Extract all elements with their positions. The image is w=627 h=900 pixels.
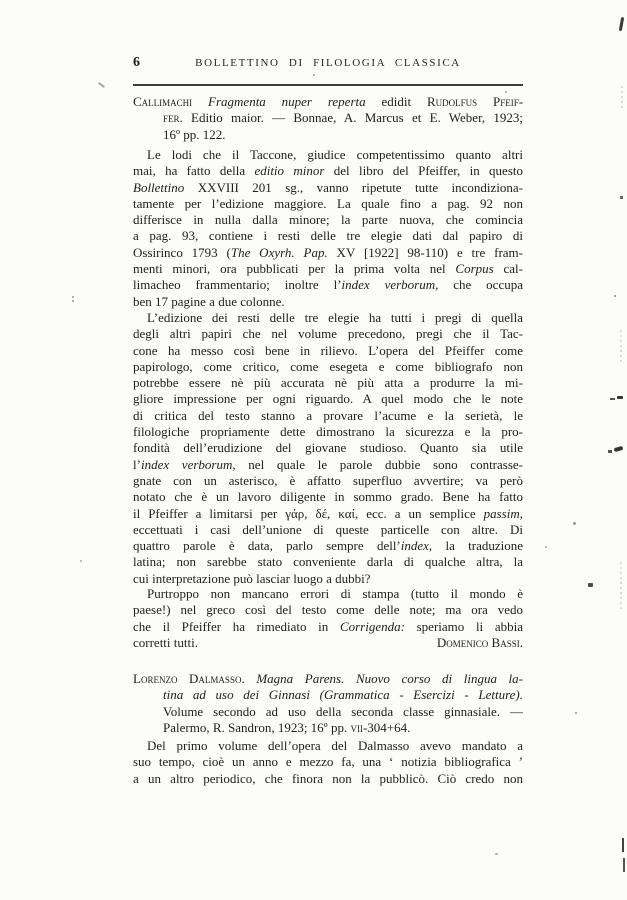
scan-artifact [619,17,624,31]
smallcaps-text: Domenico Bassi. [436,634,523,650]
text: Editio maior. — Bonnae, A. Marcus et E. Weber, 1923; [182,110,523,126]
text-line [133,771,523,787]
italic-text: index verborum [341,277,436,293]
text: XXVIII 201 sg., vanno ripetute tutte incondiziona- [184,179,523,195]
text-line [133,326,523,342]
text: filologiche propriamente dette dimostrano la sicurezza e la pro- [133,424,523,440]
scan-artifact [620,330,622,365]
italic-text: Corrigenda: [339,618,405,634]
scan-artifact [617,396,623,399]
text-line [133,127,523,143]
smallcaps-text: Lorenzo Dalmasso. [133,671,245,686]
smallcaps-text: Callimachi [133,94,193,109]
scan-artifact [608,450,612,453]
text: degli altri papiri che nel volume precedono, pregi che il Tac- [133,326,523,342]
scan-artifact [80,560,82,562]
scan-artifact [588,583,593,587]
text: Purtroppo non mancano errori di stampa (tutto il mondo è [147,586,523,601]
text-line [133,391,523,407]
text: cal- [493,261,523,277]
reviewer-signature [437,635,523,651]
text-line [133,110,523,126]
text: limacheo frammentario; inoltre l’ [133,277,342,293]
text: fondità dell’erudizione del giovane studioso. Quanto sia utile [133,440,523,456]
scan-artifact [614,295,616,297]
scan-artifact [620,562,622,612]
review-paragraph-4 [133,738,523,787]
text-line [133,147,523,163]
text-line [133,294,523,310]
text: papirologo, come critico, come esegeta e come bibliografo non [133,358,523,374]
text-line [133,635,523,651]
text-line [133,180,523,196]
text: Ossirinco 1793 ( [133,244,231,260]
italic-text: Corpus [455,261,494,277]
text: Volume secondo ad uso della seconda classe ginnasiale. — [163,703,523,719]
text-line [133,571,523,587]
text-line [133,489,523,505]
smallcaps-text: vii [350,719,363,735]
italic-text: Bollettino [133,179,185,195]
text [192,94,208,109]
text: cui interpretazione può lasciar luogo a dubbi? [133,570,371,586]
text: gliore impressione per ogni riguardo. A quel modo che le note [133,391,523,407]
scan-artifact [575,712,577,714]
text-line [133,261,523,277]
text: corretti tutti. [133,634,198,650]
review-paragraph-1 [133,147,523,310]
text [245,671,257,686]
text: a pag. 93, contiene i resti delle tre elegie dati dal papiro di [133,228,523,244]
text-line [133,720,523,736]
text: eccettuati i casi dell’unione di queste particelle con altre. Di [133,521,523,537]
italic-text: tina ad uso dei Ginnasi (Grammatica - Esercizi - Letture). [163,687,523,703]
text: potrebbe essere nè più accurata nè più atta a produrre la mi- [133,375,523,391]
text-line [133,375,523,391]
text-line [133,554,523,570]
scan-artifact [614,446,624,452]
italic-text: index verborum [140,456,233,472]
text-line [133,738,523,754]
text: latina; non sarebbe stato conveniente darla di qualche altra, la [133,554,523,570]
text: Del primo volume dell’opera del Dalmasso avevo mandato a [147,738,523,753]
text: mai, ha fatto della [133,163,255,179]
signature-line-text [133,635,198,651]
text: cone ha messo così bene in rilievo. L’opera del Pfeiffer come [133,342,523,358]
text-line [133,619,523,635]
text: di critica del testo stanno a provare l’acume e la serietà, le [133,407,523,423]
text: notato che è un lavoro diligente in sommo grado. Bene ha fatto [133,489,523,505]
text: del libro del Pfeiffer, in questo [324,163,523,179]
smallcaps-text: Rudolfus Pfeif- [426,94,523,109]
scan-artifact [622,838,624,852]
text: tamente per l’edizione maggiore. La quale fino a pag. 92 non [133,195,523,211]
review-paragraph-3 [133,586,523,651]
text: differisce in nulla dalla minore; la parte nuova, che comincia [133,212,523,228]
journal-title: BOLLETTINO DI FILOLOGIA CLASSICA [195,57,461,69]
scan-artifact [573,522,576,525]
page-number: 6 [133,55,141,70]
text: gnate con un asterisco, è affatto superfluo avvertire; va però [133,472,523,488]
bib-entry-dalmasso [133,671,523,736]
italic-text: Fragmenta nuper reperta [208,94,366,109]
scan-artifact [621,86,623,108]
text-line [133,522,523,538]
scan-artifact [313,74,315,76]
text-line [133,408,523,424]
italic-text: Magna Parens. Nuovo corso di lingua la- [256,671,523,686]
text: edidit [365,94,427,109]
text: L’edizione dei resti delle tre elegie ha tutti i pregi di quella [147,310,523,325]
text: menti minori, ora pubblicati per la prima volta nel [133,261,456,277]
scan-artifact [72,300,74,302]
scan-artifact [545,546,547,548]
scan-artifact [610,398,615,400]
text: Palermo, R. Sandron, 1923; 16º pp. [163,719,351,735]
review-paragraph-2 [133,310,523,587]
text-line [133,245,523,261]
text: che il Pfeiffer ha rimediato in [133,618,340,634]
text-line [133,310,523,326]
text-line [133,359,523,375]
text-line [133,538,523,554]
text-line [133,704,523,720]
text-line [133,228,523,244]
text-line [133,754,523,770]
scan-artifact [623,858,625,872]
bib-entry-callimachus [133,94,523,143]
header-rule [133,84,523,86]
text-line [133,473,523,489]
text-line [133,671,523,687]
text-line [133,343,523,359]
text-line [133,440,523,456]
text: Le lodi che il Taccone, giudice competentissimo quanto altri [147,147,523,162]
text: ben 17 pagine a due colonne. [133,293,285,309]
text-line [133,163,523,179]
text: , la traduzione [428,538,523,554]
text: paese!) nel greco così del testo come delle note; ma ora vedo [133,602,523,618]
text: a un altro periodico, che finora non la pubblicò. Ciò credo non [133,770,523,786]
italic-text: The Oxyrh. Pap. [230,244,328,260]
scan-artifact [505,91,507,93]
italic-text: passim [483,505,520,521]
text-line [133,506,523,522]
text: , che occupa [435,277,523,293]
smallcaps-text: fer. [163,110,183,126]
scan-artifact [620,196,623,199]
text-line [133,277,523,293]
text: , [519,505,523,521]
text: l’ [133,456,141,472]
scan-artifact [495,853,498,855]
text: speriamo li abbia [404,618,523,634]
text: XV [1922] 98-110) e tre fram- [327,244,523,260]
text: -304+64. [362,719,411,735]
text-line [133,424,523,440]
text: il Pfeiffer a limitarsi per γάρ, δέ, καί, ecc. a un semplice [133,505,484,521]
italic-text: index [400,538,429,554]
scan-artifact [72,296,74,298]
text-line [133,586,523,602]
scan-artifact [98,82,105,88]
text: , nel quale le parole dubbie sono contrasse- [232,456,523,472]
text-line [133,687,523,703]
text: 16º pp. 122. [163,126,226,142]
text-line [133,602,523,618]
italic-text: editio minor [254,163,325,179]
text-line [133,94,523,110]
text-line [133,196,523,212]
text: quattro parole è data, parlo sempre dell’ [133,538,401,554]
page-header [133,55,523,73]
text-line [133,212,523,228]
text: suo tempo, cioè un anno e mezzo fa, una ‘ notizia bibliografica ’ [133,754,523,770]
text-line [133,457,523,473]
